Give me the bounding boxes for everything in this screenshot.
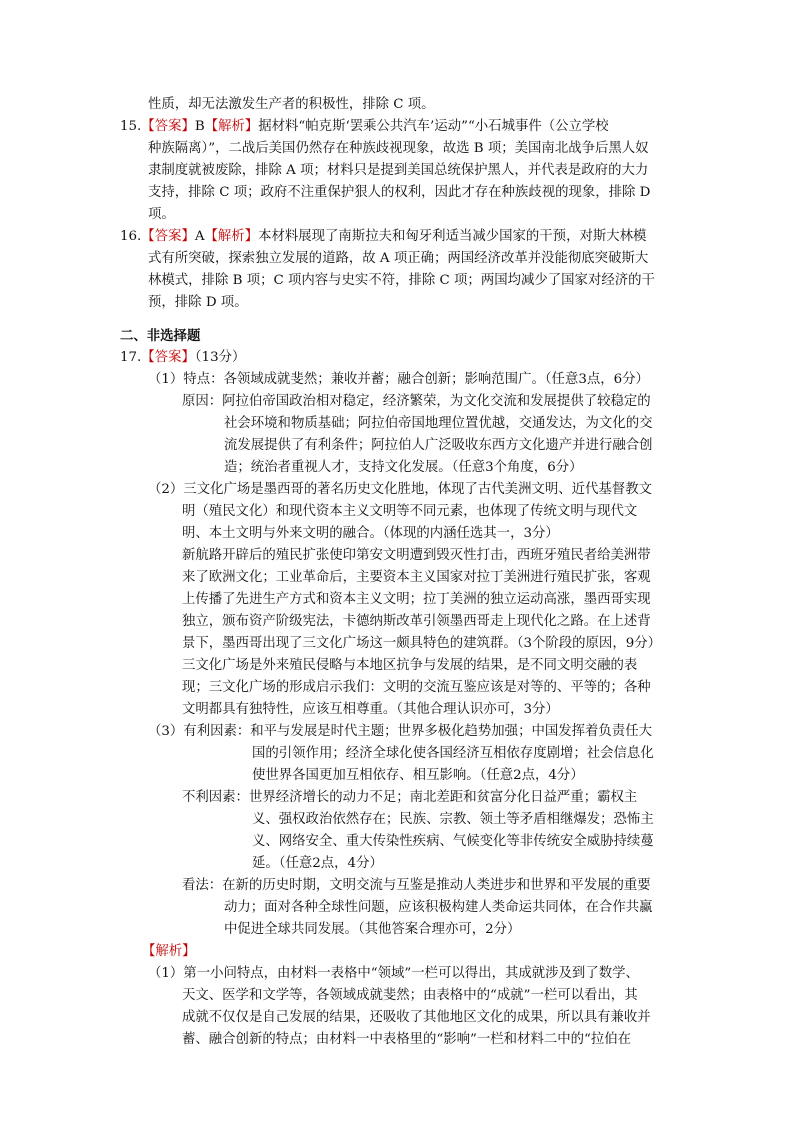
text-line: 造；统治者重视人才，支持文化发展。（任意3个角度，6分） xyxy=(224,460,583,475)
analysis-heading xyxy=(142,941,196,963)
text-line: 预，排除 D 项。 xyxy=(148,295,248,310)
text-line: （1）特点：各领域成就斐然；兼收并蓄；融合创新；影响范围广。（任意3点，6分） xyxy=(148,372,649,387)
text-line: （2）三文化广场是墨西哥的著名历史文化胜地，体现了古代美洲文明、近代基督教文 xyxy=(148,482,652,497)
text-line: 种族隔离）”，二战后美国仍然存在种族歧视现象，故选 B 项；美国南北战争后黑人奴 xyxy=(148,141,649,156)
text-line: 蓄、融合创新的特点；由材料一中表格里的“影响”一栏和材料二中的“拉伯在 xyxy=(182,1032,632,1047)
answer-letter: B xyxy=(194,119,205,134)
text-line: 明（殖民文化）和现代资本主义文明等不同元素，也体现了传统文明与现代文 xyxy=(182,504,638,519)
text-line: 延。（任意2点，4分） xyxy=(252,856,383,871)
text-line: 社会环境和物质基础；阿拉伯帝国地理位置优越，交通发达，为文化的交 xyxy=(224,416,653,431)
question-15-line: 15.【答案】B【解析】据材料“帕克斯‘罢乘公共汽车’运动”“小石城事件（公立学校 xyxy=(120,119,609,134)
text-line: 独立，颁布资产阶级宪法，卡德纳斯改革引领墨西哥走上现代化之路。在上述背 xyxy=(182,614,651,629)
text-line: 成就不仅仅是自己发展的结果，还吸收了其他地区文化的成果，所以具有兼收并 xyxy=(182,1010,651,1025)
answer-tag: 【答案】 xyxy=(141,350,195,365)
section-heading: 二、非选择题 xyxy=(120,328,201,344)
text-line: 现；三文化广场的形成启示我们：文明的交流互鉴应该是对等的、平等的；各种 xyxy=(182,680,651,695)
text-line: 景下，墨西哥出现了三文化广场这一颇具特色的建筑群。（3个阶段的原因，9分） xyxy=(182,636,662,651)
question-number: 16. xyxy=(120,229,142,244)
text-line: 支持，排除 C 项；政府不注重保护狠人的权利，因此才存在种族歧视的现象，排除 D xyxy=(148,185,651,200)
text-line: 文明都具有独特性，应该互相尊重。（其他合理认识亦可，3分） xyxy=(182,702,559,717)
text-line: 隶制度就被废除，排除 A 项；材料只是提到美国总统保护黑人，并代表是政府的大力 xyxy=(148,163,649,178)
analysis-tag: 【解析】 xyxy=(142,944,196,959)
analysis-tag: 【解析】 xyxy=(204,229,259,244)
text-line: 来了欧洲文化；工业革命后，主要资本主义国家对拉丁美洲进行殖民扩张，客观 xyxy=(182,570,651,585)
text-line: 明、本土文明与外来文明的融合。（体现的内涵任选其一，3分） xyxy=(182,526,559,541)
text-line: 式有所突破，探索独立发展的道路，故 A 项正确；两国经济改革并没能彻底突破斯大 xyxy=(148,251,649,266)
text-line: 国的引领作用；经济全球化使各国经济互相依存度剧增；社会信息化 xyxy=(252,746,654,761)
text-line: （1）第一小问特点，由材料一表格中“领域”一栏可以得出，其成就涉及到了数学、 xyxy=(148,966,639,981)
answer-tag: 【答案】 xyxy=(141,119,195,134)
text-line: 林模式，排除 B 项；C 项内容与史实不符，排除 C 项；两国均减少了国家对经济的干 xyxy=(148,273,655,288)
text-line: 原因：阿拉伯帝国政治相对稳定，经济繁荣，为文化交流和发展提供了较稳定的 xyxy=(182,394,651,409)
text-line: 天文、医学和文学等，各领域成就斐然；由表格中的“成就”一栏可以看出，其 xyxy=(182,988,638,1003)
text-line: 动力；面对各种全球性问题，应该积极构建人类命运共同体，在合作共赢 xyxy=(224,900,653,915)
text-line: 上传播了先进生产方式和资本主义文明；拉丁美洲的独立运动高涨，墨西哥实现 xyxy=(182,592,651,607)
analysis-tag: 【解析】 xyxy=(204,119,259,134)
text-line: 义、网络安全、重大传染性疾病、气候变化等非传统安全威胁持续蔓 xyxy=(252,834,654,849)
question-number: 15. xyxy=(120,119,142,134)
question-16-line: 16.【答案】A【解析】本材料展现了南斯拉夫和匈牙利适当减少国家的干预，对斯大林模 xyxy=(120,229,647,244)
text-line: 使世界各国更加互相依存、相互影响。（任意2点，4分） xyxy=(252,768,584,783)
text-line: 流发展提供了有利条件；阿拉伯人广泛吸收东西方文化遗产并进行融合创 xyxy=(224,438,653,453)
text-line: 义、强权政治依然存在；民族、宗教、领土等矛盾相继爆发；恐怖主 xyxy=(252,812,654,827)
text-line: 三文化广场是外来殖民侵略与本地区抗争与发展的结果，是不同文明交融的表 xyxy=(182,658,638,673)
text-line: （3）有利因素：和平与发展是时代主题；世界多极化趋势加强；中国发挥着负责任大 xyxy=(148,724,652,739)
answer-letter: A xyxy=(194,229,205,244)
text-line: 项。 xyxy=(148,207,175,222)
answer-tag: 【答案】 xyxy=(141,229,195,244)
text-line: 性质，却无法激发生产者的积极性，排除 C 项。 xyxy=(148,97,435,112)
text-line: 中促进全球共同发展。（其他答案合理亦可，2分） xyxy=(224,922,521,937)
text-line: 不利因素：世界经济增长的动力不足；南北差距和贫富分化日益严重；霸权主 xyxy=(182,790,638,805)
text-line: 看法：在新的历史时期，文明交流与互鉴是推动人类进步和世界和平发展的重要 xyxy=(182,878,651,893)
question-17-line: 17.【答案】（13分） xyxy=(120,350,246,365)
question-number: 17. xyxy=(120,350,142,365)
text-line: 新航路开辟后的殖民扩张使印第安文明遭到毁灭性打击，西班牙殖民者给美洲带 xyxy=(182,548,651,563)
